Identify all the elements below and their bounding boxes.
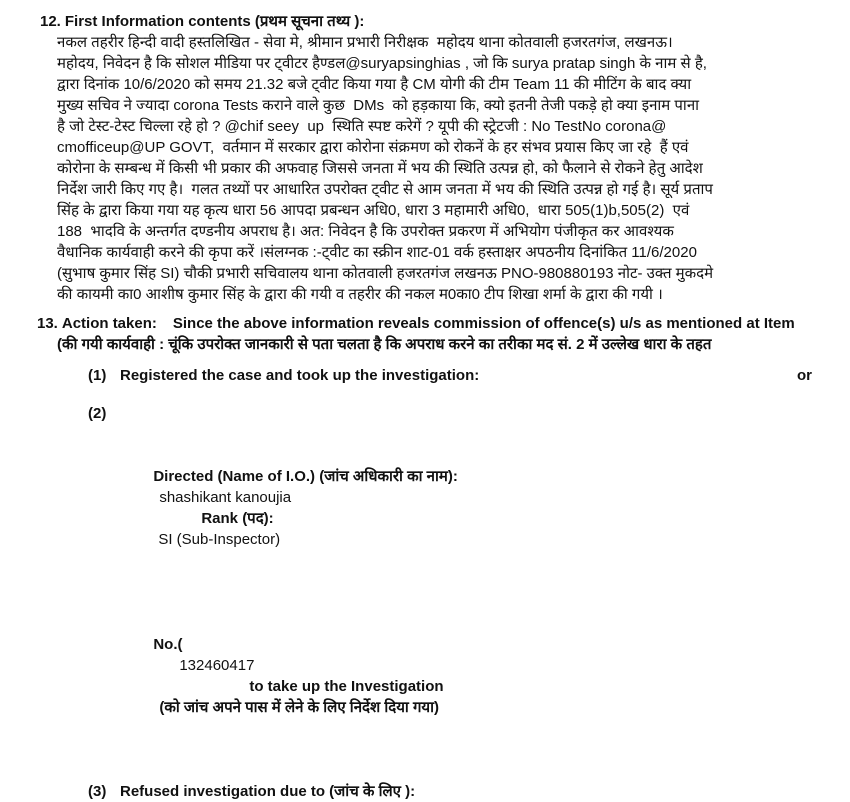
action-taken-label: Action taken: bbox=[61, 315, 157, 332]
first-information-contents bbox=[57, 32, 850, 305]
action-taken-hindi: (की गयी कार्यवाही : चूंकि उपरोक्त जानकारी से पता चलता है कि अपराध करने का तरीका मद सं. 2 में उल्लेख धारा के तहत bbox=[57, 336, 712, 353]
fir-content-line: वैधानिक कार्यवाही करने की कृपा करें ।संलग्नक :-ट्वीट का स्क्रीन शाट-01 वर्क हस्ताक्षर अपठनीय दिनांकित 11/6/2020 bbox=[57, 244, 697, 261]
rank-value: SI (Sub-Inspector) bbox=[158, 531, 281, 548]
item-12-number: 12. bbox=[40, 13, 61, 30]
fir-content-line: है जो टेस्ट-टेस्ट चिल्ला रहे हो ? @chif seey up स्थिति स्पष्ट करेगें ? यूपी की स्ट्रेटजी : No TestNo corona@ bbox=[57, 118, 667, 135]
take-up-investigation-label: to take up the Investigation bbox=[249, 678, 444, 695]
fir-content-line: द्वारा दिनांक 10/6/2020 को समय 21.32 बजे ट्वीट किया गया है CM योगी की टीम Team 11 की मीटिंग के बाद क्या bbox=[57, 76, 692, 93]
fir-content-line: सिंह के द्वारा किया गया यह कृत्य धारा 56 आपदा प्रबन्धन अधि0, धारा 3 महामारी अधि0, धारा 505(1)b,505(2) एवं bbox=[57, 202, 690, 219]
fir-content-line: की कायमी का0 आशीष कुमार सिंह के द्वारा की गयी व तहरीर की नकल म0का0 टीप शिखा शर्मा के द्वारा की गयी । bbox=[57, 286, 663, 303]
sub-item-3 bbox=[88, 781, 850, 802]
sub-item-1 bbox=[88, 365, 812, 386]
refused-investigation-label: Refused investigation due to (जांच के लिए ): bbox=[120, 783, 416, 800]
fir-content-line: महोदय, निवेदन है कि सोशल मीडिया पर ट्वीटर हैण्डल@suryapsinghias , जो कि surya pratap singh के नाम से है, bbox=[57, 55, 707, 72]
item-12-heading bbox=[40, 11, 850, 32]
item-12-title: First Information contents (प्रथम सूचना तथ्य ): bbox=[64, 13, 365, 30]
action-taken-text: Since the above information reveals commission of offence(s) u/s as mentioned at Item bbox=[172, 315, 795, 332]
directed-io-label: Directed (Name of I.O.) (जांच अधिकारी का नाम): bbox=[153, 468, 458, 485]
rank-label: Rank (पद): bbox=[201, 510, 274, 527]
fir-content-line: मुख्य सचिव ने ज्यादा corona Tests कराने वाले कुछ DMs को हड़काया कि, क्यो इतनी तेजी पकड़े हो क्या इनाम पाना bbox=[57, 97, 700, 114]
fir-content-line: कोरोना के सम्बन्ध में किसी भी प्रकार की अफवाह जिससे जनता में भय की स्थिति उत्पन्न हो, को फैलाने से रोकने हेतु आदेश bbox=[57, 160, 703, 177]
sub-item-2 bbox=[88, 403, 850, 781]
fir-content-line: cmofficeup@UP GOVT, वर्तमान में सरकार द्वारा कोरोना संक्रमण को रोकनें के हर संभव प्रयास किए जा रहे हैं एवं bbox=[57, 139, 689, 156]
sub-item-3-number: (3) bbox=[88, 783, 107, 800]
fir-content-line: निर्देश जारी किए गए है। गलत तथ्यों पर आधारित उपरोक्त ट्वीट से आम जनता में भय की स्थिति उत्पन्न हो गई है। सूर्य प्रताप bbox=[57, 181, 713, 198]
fir-content-line: 188 भादवि के अन्तर्गत दण्डनीय अपराध है। अत: निवेदन है कि उपरोक्त प्रकरण में अभियोग पंजीकृत कर आवश्यक bbox=[57, 223, 674, 240]
item-13-heading bbox=[37, 313, 850, 334]
take-up-investigation-hindi: (को जांच अपने पास में लेने के लिए निर्देश दिया गया) bbox=[159, 699, 439, 716]
registered-case-label: Registered the case and took up the investigation: bbox=[120, 367, 480, 384]
fir-content-line: नकल तहरीर हिन्दी वादी हस्तलिखित - सेवा मे, श्रीमान प्रभारी निरीक्षक महोदय थाना कोतवाली हजरतगंज, लखनऊ। bbox=[57, 34, 673, 51]
io-name-value: shashikant kanoujia bbox=[159, 489, 292, 506]
item-13-number: 13. bbox=[37, 315, 58, 332]
or-label: or bbox=[797, 367, 812, 384]
io-number-value: 132460417 bbox=[179, 657, 255, 674]
sub-item-1-number: (1) bbox=[88, 367, 107, 384]
io-number-label: No.( bbox=[153, 636, 183, 653]
fir-content-line: (सुभाष कुमार सिंह SI) चौकी प्रभारी सचिवालय थाना कोतवाली हजरतगंज लखनऊ PNO-980880193 नोट- उक्त मुकदमे bbox=[57, 265, 714, 282]
sub-item-2-number: (2) bbox=[88, 405, 107, 422]
